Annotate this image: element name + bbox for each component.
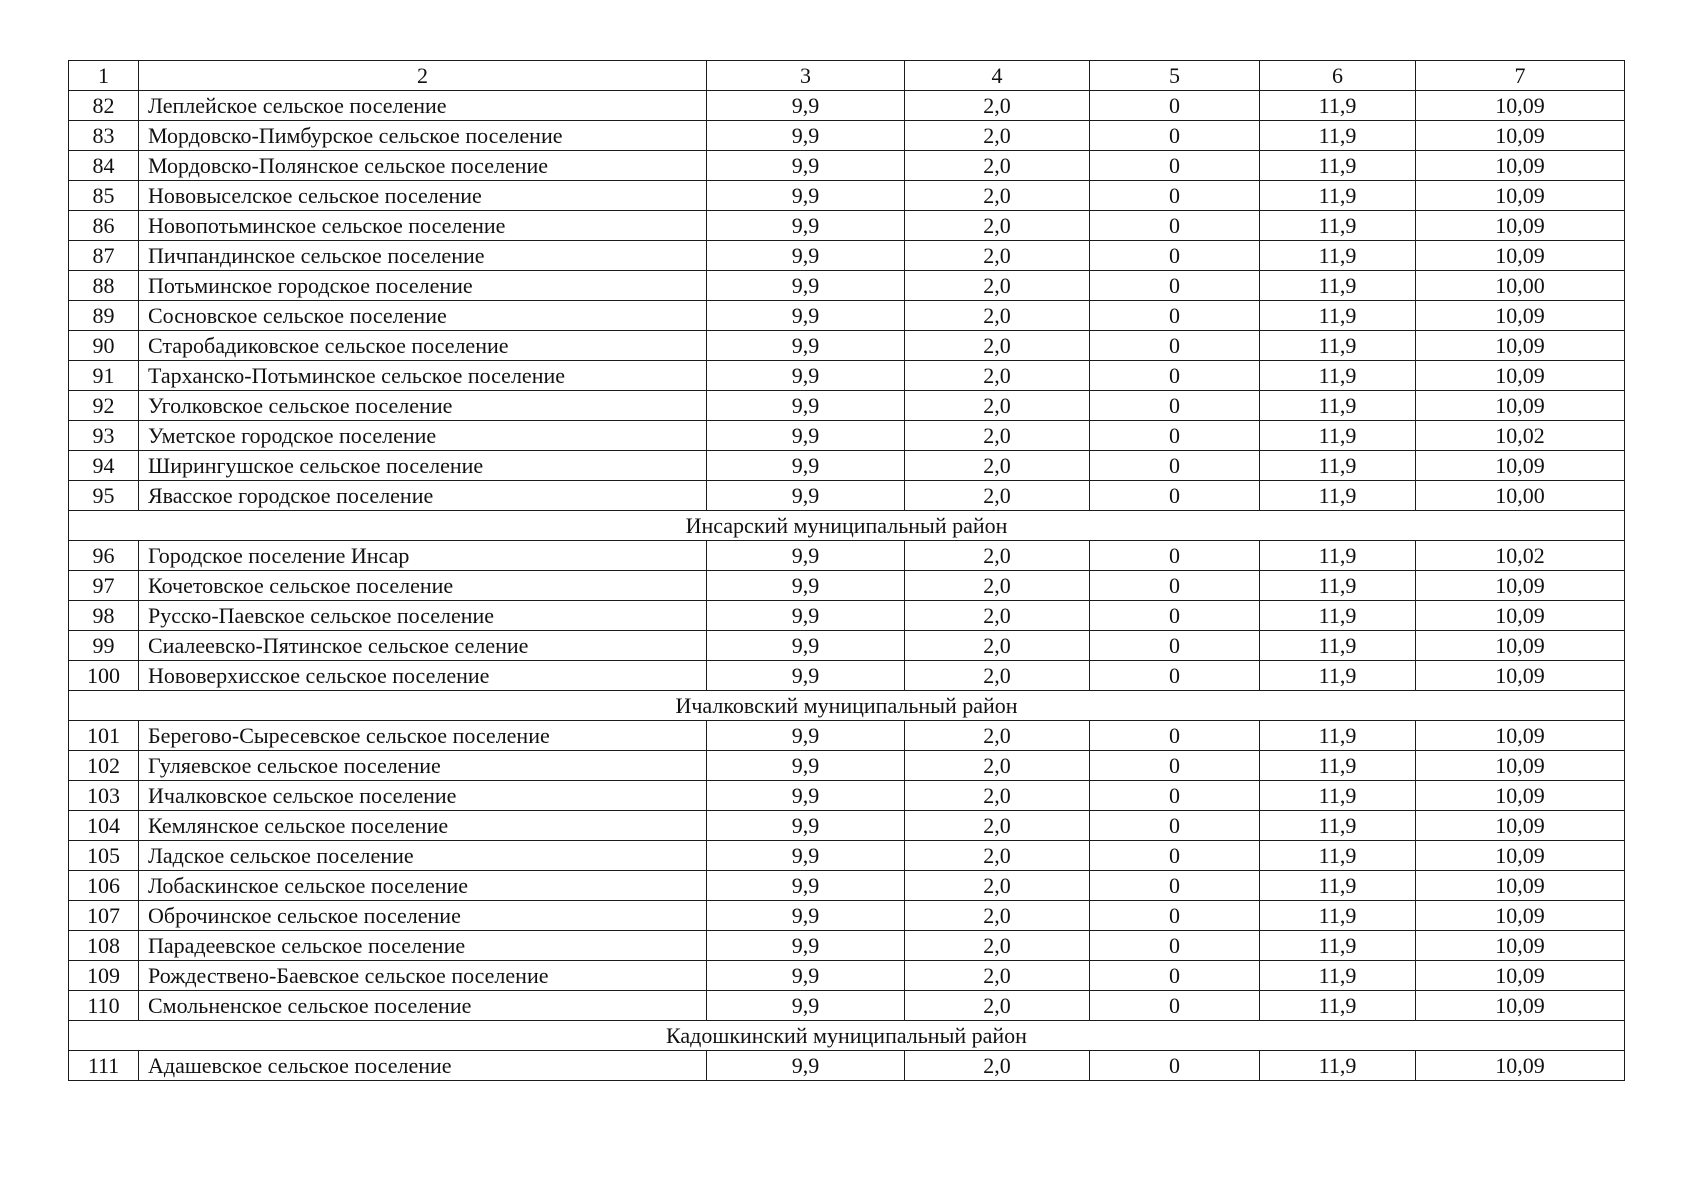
row-number-cell: 101 [69, 721, 139, 751]
value-cell-col6: 11,9 [1260, 901, 1416, 931]
value-cell-col4: 2,0 [905, 631, 1090, 661]
value-cell-col7: 10,09 [1416, 841, 1625, 871]
value-cell-col4: 2,0 [905, 181, 1090, 211]
value-cell-col7: 10,09 [1416, 361, 1625, 391]
value-cell-col3: 9,9 [707, 631, 905, 661]
header-row [69, 61, 1625, 91]
value-cell-col4: 2,0 [905, 661, 1090, 691]
header-cell: 4 [905, 61, 1090, 91]
value-cell-col7: 10,09 [1416, 211, 1625, 241]
settlement-name-cell: Новопотьминское сельское поселение [139, 211, 707, 241]
value-cell-col7: 10,09 [1416, 601, 1625, 631]
value-cell-col3: 9,9 [707, 481, 905, 511]
value-cell-col6: 11,9 [1260, 421, 1416, 451]
value-cell-col7: 10,09 [1416, 1051, 1625, 1081]
value-cell-col3: 9,9 [707, 901, 905, 931]
settlement-name-cell: Уголковское сельское поселение [139, 391, 707, 421]
row-number-cell: 96 [69, 541, 139, 571]
value-cell-col5: 0 [1090, 301, 1260, 331]
settlement-name-cell: Кемлянское сельское поселение [139, 811, 707, 841]
section-row [69, 1021, 1625, 1051]
value-cell-col7: 10,09 [1416, 811, 1625, 841]
value-cell-col4: 2,0 [905, 871, 1090, 901]
settlement-name-cell: Берегово-Сыресевское сельское поселение [139, 721, 707, 751]
value-cell-col7: 10,09 [1416, 991, 1625, 1021]
value-cell-col4: 2,0 [905, 451, 1090, 481]
value-cell-col6: 11,9 [1260, 331, 1416, 361]
value-cell-col5: 0 [1090, 601, 1260, 631]
settlement-name-cell: Сосновское сельское поселение [139, 301, 707, 331]
value-cell-col5: 0 [1090, 961, 1260, 991]
settlement-name-cell: Городское поселение Инсар [139, 541, 707, 571]
table-row [69, 241, 1625, 271]
row-number-cell: 85 [69, 181, 139, 211]
value-cell-col3: 9,9 [707, 211, 905, 241]
value-cell-col4: 2,0 [905, 271, 1090, 301]
row-number-cell: 103 [69, 781, 139, 811]
table-row [69, 541, 1625, 571]
table-row [69, 361, 1625, 391]
value-cell-col4: 2,0 [905, 781, 1090, 811]
value-cell-col5: 0 [1090, 661, 1260, 691]
value-cell-col6: 11,9 [1260, 541, 1416, 571]
value-cell-col4: 2,0 [905, 1051, 1090, 1081]
value-cell-col7: 10,09 [1416, 901, 1625, 931]
settlement-name-cell: Парадеевское сельское поселение [139, 931, 707, 961]
value-cell-col7: 10,02 [1416, 421, 1625, 451]
value-cell-col3: 9,9 [707, 391, 905, 421]
value-cell-col7: 10,09 [1416, 871, 1625, 901]
value-cell-col4: 2,0 [905, 541, 1090, 571]
table-row [69, 961, 1625, 991]
value-cell-col7: 10,09 [1416, 301, 1625, 331]
value-cell-col4: 2,0 [905, 211, 1090, 241]
value-cell-col5: 0 [1090, 841, 1260, 871]
row-number-cell: 89 [69, 301, 139, 331]
settlement-name-cell: Ширингушское сельское поселение [139, 451, 707, 481]
table-row [69, 211, 1625, 241]
header-cell: 2 [139, 61, 707, 91]
value-cell-col3: 9,9 [707, 751, 905, 781]
table-row [69, 601, 1625, 631]
value-cell-col7: 10,02 [1416, 541, 1625, 571]
table-body [69, 61, 1625, 1081]
value-cell-col5: 0 [1090, 751, 1260, 781]
row-number-cell: 107 [69, 901, 139, 931]
table-row [69, 901, 1625, 931]
table-row [69, 781, 1625, 811]
table-row [69, 421, 1625, 451]
settlement-name-cell: Леплейское сельское поселение [139, 91, 707, 121]
value-cell-col3: 9,9 [707, 991, 905, 1021]
table-row [69, 271, 1625, 301]
value-cell-col7: 10,09 [1416, 661, 1625, 691]
value-cell-col5: 0 [1090, 901, 1260, 931]
row-number-cell: 91 [69, 361, 139, 391]
settlement-name-cell: Нововыселское сельское поселение [139, 181, 707, 211]
table-row [69, 1051, 1625, 1081]
value-cell-col4: 2,0 [905, 301, 1090, 331]
value-cell-col7: 10,09 [1416, 751, 1625, 781]
value-cell-col6: 11,9 [1260, 751, 1416, 781]
table-row [69, 571, 1625, 601]
value-cell-col4: 2,0 [905, 571, 1090, 601]
value-cell-col3: 9,9 [707, 541, 905, 571]
value-cell-col4: 2,0 [905, 121, 1090, 151]
value-cell-col3: 9,9 [707, 121, 905, 151]
header-cell: 3 [707, 61, 905, 91]
value-cell-col3: 9,9 [707, 841, 905, 871]
value-cell-col6: 11,9 [1260, 961, 1416, 991]
settlement-name-cell: Лобаскинское сельское поселение [139, 871, 707, 901]
value-cell-col5: 0 [1090, 241, 1260, 271]
value-cell-col6: 11,9 [1260, 211, 1416, 241]
value-cell-col3: 9,9 [707, 931, 905, 961]
value-cell-col5: 0 [1090, 91, 1260, 121]
value-cell-col6: 11,9 [1260, 571, 1416, 601]
value-cell-col7: 10,09 [1416, 721, 1625, 751]
value-cell-col5: 0 [1090, 181, 1260, 211]
value-cell-col5: 0 [1090, 361, 1260, 391]
section-title: Кадошкинский муниципальный район [69, 1021, 1625, 1051]
row-number-cell: 86 [69, 211, 139, 241]
value-cell-col5: 0 [1090, 631, 1260, 661]
value-cell-col3: 9,9 [707, 331, 905, 361]
value-cell-col6: 11,9 [1260, 121, 1416, 151]
settlement-name-cell: Сиалеевско-Пятинское сельское селение [139, 631, 707, 661]
row-number-cell: 87 [69, 241, 139, 271]
value-cell-col3: 9,9 [707, 301, 905, 331]
table-row [69, 751, 1625, 781]
value-cell-col6: 11,9 [1260, 361, 1416, 391]
value-cell-col6: 11,9 [1260, 391, 1416, 421]
value-cell-col3: 9,9 [707, 811, 905, 841]
value-cell-col4: 2,0 [905, 811, 1090, 841]
settlement-name-cell: Гуляевское сельское поселение [139, 751, 707, 781]
table-row [69, 811, 1625, 841]
table-row [69, 391, 1625, 421]
value-cell-col5: 0 [1090, 811, 1260, 841]
table-row [69, 181, 1625, 211]
table-row [69, 451, 1625, 481]
value-cell-col6: 11,9 [1260, 241, 1416, 271]
value-cell-col5: 0 [1090, 871, 1260, 901]
value-cell-col5: 0 [1090, 1051, 1260, 1081]
value-cell-col7: 10,00 [1416, 271, 1625, 301]
value-cell-col3: 9,9 [707, 601, 905, 631]
value-cell-col6: 11,9 [1260, 631, 1416, 661]
table-row [69, 631, 1625, 661]
value-cell-col7: 10,09 [1416, 781, 1625, 811]
value-cell-col6: 11,9 [1260, 151, 1416, 181]
settlement-name-cell: Мордовско-Пимбурское сельское поселение [139, 121, 707, 151]
value-cell-col4: 2,0 [905, 331, 1090, 361]
value-cell-col7: 10,09 [1416, 451, 1625, 481]
document-page [68, 60, 1624, 1081]
value-cell-col6: 11,9 [1260, 91, 1416, 121]
row-number-cell: 95 [69, 481, 139, 511]
value-cell-col6: 11,9 [1260, 871, 1416, 901]
section-title: Инсарский муниципальный район [69, 511, 1625, 541]
value-cell-col7: 10,09 [1416, 931, 1625, 961]
value-cell-col4: 2,0 [905, 751, 1090, 781]
table-row [69, 91, 1625, 121]
table-row [69, 871, 1625, 901]
value-cell-col4: 2,0 [905, 961, 1090, 991]
value-cell-col4: 2,0 [905, 841, 1090, 871]
value-cell-col3: 9,9 [707, 961, 905, 991]
value-cell-col6: 11,9 [1260, 931, 1416, 961]
value-cell-col5: 0 [1090, 271, 1260, 301]
value-cell-col6: 11,9 [1260, 1051, 1416, 1081]
value-cell-col6: 11,9 [1260, 271, 1416, 301]
value-cell-col7: 10,09 [1416, 241, 1625, 271]
value-cell-col5: 0 [1090, 571, 1260, 601]
settlement-name-cell: Потьминское городское поселение [139, 271, 707, 301]
value-cell-col4: 2,0 [905, 151, 1090, 181]
row-number-cell: 90 [69, 331, 139, 361]
value-cell-col7: 10,09 [1416, 331, 1625, 361]
value-cell-col3: 9,9 [707, 721, 905, 751]
value-cell-col3: 9,9 [707, 91, 905, 121]
row-number-cell: 111 [69, 1051, 139, 1081]
header-cell: 7 [1416, 61, 1625, 91]
value-cell-col3: 9,9 [707, 151, 905, 181]
settlement-name-cell: Мордовско-Полянское сельское поселение [139, 151, 707, 181]
value-cell-col7: 10,09 [1416, 631, 1625, 661]
value-cell-col4: 2,0 [905, 931, 1090, 961]
row-number-cell: 82 [69, 91, 139, 121]
value-cell-col6: 11,9 [1260, 451, 1416, 481]
table-row [69, 991, 1625, 1021]
row-number-cell: 105 [69, 841, 139, 871]
value-cell-col6: 11,9 [1260, 841, 1416, 871]
value-cell-col5: 0 [1090, 721, 1260, 751]
value-cell-col4: 2,0 [905, 91, 1090, 121]
table-row [69, 151, 1625, 181]
row-number-cell: 88 [69, 271, 139, 301]
value-cell-col6: 11,9 [1260, 991, 1416, 1021]
settlement-name-cell: Оброчинское сельское поселение [139, 901, 707, 931]
value-cell-col3: 9,9 [707, 571, 905, 601]
value-cell-col5: 0 [1090, 451, 1260, 481]
section-row [69, 511, 1625, 541]
section-title: Ичалковский муниципальный район [69, 691, 1625, 721]
settlement-name-cell: Ичалковское сельское поселение [139, 781, 707, 811]
value-cell-col5: 0 [1090, 931, 1260, 961]
value-cell-col6: 11,9 [1260, 301, 1416, 331]
value-cell-col6: 11,9 [1260, 721, 1416, 751]
value-cell-col3: 9,9 [707, 271, 905, 301]
table-row [69, 931, 1625, 961]
value-cell-col7: 10,09 [1416, 121, 1625, 151]
settlement-name-cell: Рождествено-Баевское сельское поселение [139, 961, 707, 991]
header-cell: 6 [1260, 61, 1416, 91]
table-row [69, 301, 1625, 331]
row-number-cell: 97 [69, 571, 139, 601]
value-cell-col4: 2,0 [905, 421, 1090, 451]
row-number-cell: 83 [69, 121, 139, 151]
row-number-cell: 93 [69, 421, 139, 451]
value-cell-col5: 0 [1090, 391, 1260, 421]
value-cell-col3: 9,9 [707, 871, 905, 901]
row-number-cell: 92 [69, 391, 139, 421]
value-cell-col7: 10,09 [1416, 181, 1625, 211]
row-number-cell: 106 [69, 871, 139, 901]
value-cell-col6: 11,9 [1260, 661, 1416, 691]
row-number-cell: 110 [69, 991, 139, 1021]
value-cell-col3: 9,9 [707, 781, 905, 811]
row-number-cell: 99 [69, 631, 139, 661]
value-cell-col4: 2,0 [905, 991, 1090, 1021]
table-row [69, 481, 1625, 511]
settlement-name-cell: Старобадиковское сельское поселение [139, 331, 707, 361]
row-number-cell: 102 [69, 751, 139, 781]
table-row [69, 331, 1625, 361]
header-cell: 5 [1090, 61, 1260, 91]
row-number-cell: 94 [69, 451, 139, 481]
table-row [69, 661, 1625, 691]
settlement-name-cell: Ладское сельское поселение [139, 841, 707, 871]
value-cell-col3: 9,9 [707, 661, 905, 691]
value-cell-col5: 0 [1090, 781, 1260, 811]
value-cell-col4: 2,0 [905, 391, 1090, 421]
value-cell-col5: 0 [1090, 121, 1260, 151]
value-cell-col4: 2,0 [905, 721, 1090, 751]
row-number-cell: 104 [69, 811, 139, 841]
settlement-name-cell: Пичпандинское сельское поселение [139, 241, 707, 271]
value-cell-col7: 10,09 [1416, 961, 1625, 991]
value-cell-col6: 11,9 [1260, 781, 1416, 811]
value-cell-col4: 2,0 [905, 901, 1090, 931]
row-number-cell: 108 [69, 931, 139, 961]
value-cell-col4: 2,0 [905, 481, 1090, 511]
value-cell-col3: 9,9 [707, 1051, 905, 1081]
settlement-name-cell: Смольненское сельское поселение [139, 991, 707, 1021]
value-cell-col6: 11,9 [1260, 181, 1416, 211]
settlement-name-cell: Кочетовское сельское поселение [139, 571, 707, 601]
table-row [69, 841, 1625, 871]
settlement-name-cell: Явасское городское поселение [139, 481, 707, 511]
settlement-name-cell: Уметское городское поселение [139, 421, 707, 451]
value-cell-col5: 0 [1090, 991, 1260, 1021]
row-number-cell: 100 [69, 661, 139, 691]
table-row [69, 121, 1625, 151]
header-cell: 1 [69, 61, 139, 91]
value-cell-col6: 11,9 [1260, 481, 1416, 511]
value-cell-col7: 10,09 [1416, 91, 1625, 121]
row-number-cell: 109 [69, 961, 139, 991]
settlement-name-cell: Нововерхисское сельское поселение [139, 661, 707, 691]
value-cell-col7: 10,00 [1416, 481, 1625, 511]
settlement-name-cell: Русско-Паевское сельское поселение [139, 601, 707, 631]
value-cell-col4: 2,0 [905, 241, 1090, 271]
value-cell-col7: 10,09 [1416, 571, 1625, 601]
value-cell-col5: 0 [1090, 211, 1260, 241]
value-cell-col3: 9,9 [707, 361, 905, 391]
section-row [69, 691, 1625, 721]
value-cell-col4: 2,0 [905, 361, 1090, 391]
settlement-name-cell: Адашевское сельское поселение [139, 1051, 707, 1081]
value-cell-col6: 11,9 [1260, 811, 1416, 841]
settlement-name-cell: Тарханско-Потьминское сельское поселение [139, 361, 707, 391]
value-cell-col5: 0 [1090, 421, 1260, 451]
row-number-cell: 98 [69, 601, 139, 631]
row-number-cell: 84 [69, 151, 139, 181]
value-cell-col3: 9,9 [707, 181, 905, 211]
value-cell-col3: 9,9 [707, 451, 905, 481]
value-cell-col5: 0 [1090, 151, 1260, 181]
value-cell-col7: 10,09 [1416, 391, 1625, 421]
value-cell-col7: 10,09 [1416, 151, 1625, 181]
rates-table [68, 60, 1625, 1081]
value-cell-col3: 9,9 [707, 241, 905, 271]
value-cell-col5: 0 [1090, 481, 1260, 511]
value-cell-col4: 2,0 [905, 601, 1090, 631]
value-cell-col5: 0 [1090, 331, 1260, 361]
value-cell-col3: 9,9 [707, 421, 905, 451]
table-row [69, 721, 1625, 751]
value-cell-col5: 0 [1090, 541, 1260, 571]
value-cell-col6: 11,9 [1260, 601, 1416, 631]
